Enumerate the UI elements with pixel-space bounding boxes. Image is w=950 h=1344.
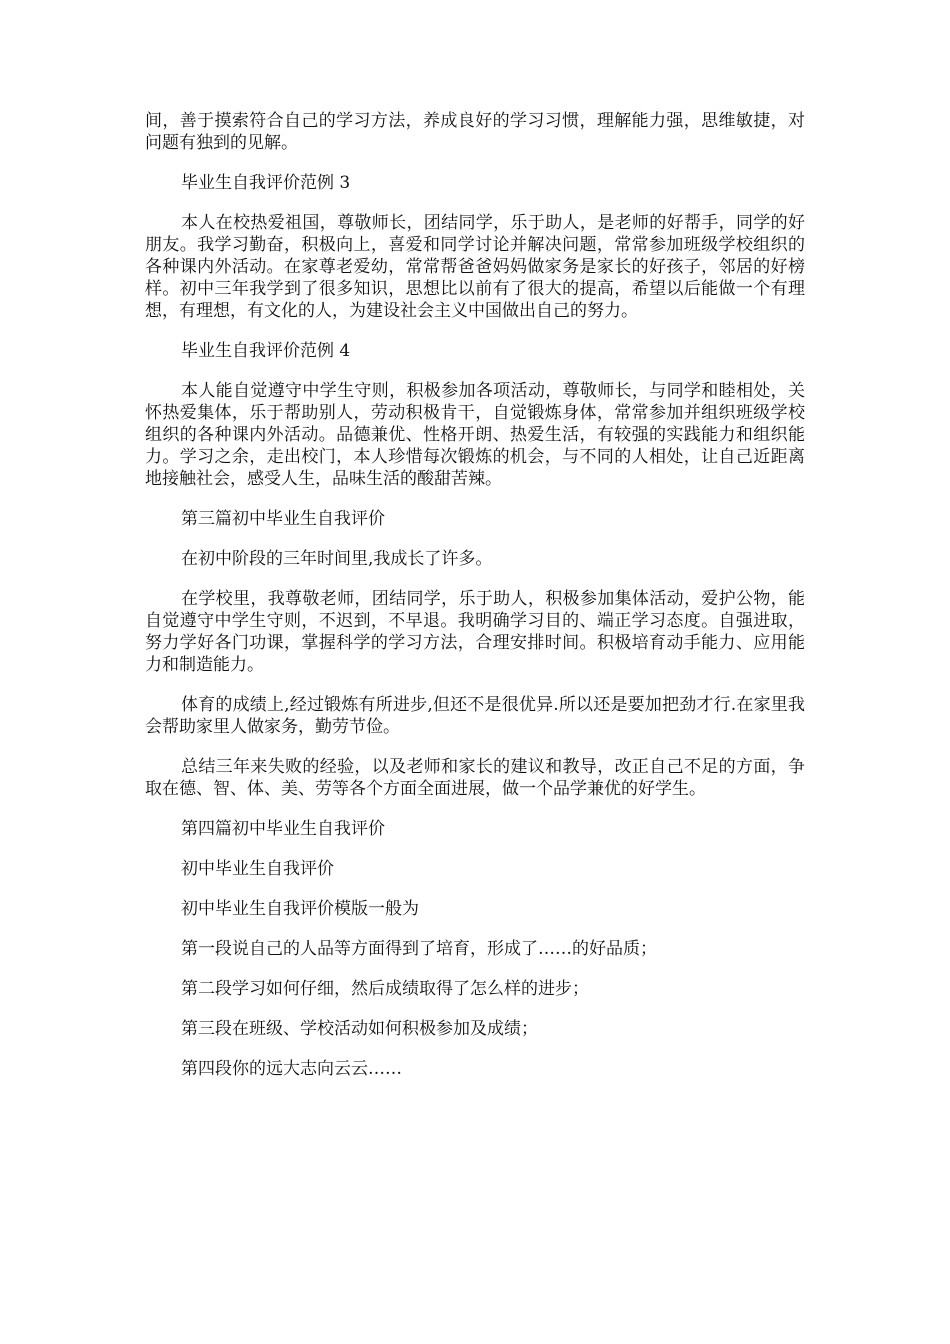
paragraph-sports: 体育的成绩上,经过锻炼有所进步,但还不是很优异.所以还是要加把劲才行.在家里我会帮助家里人做家务，勤劳节俭。 (145, 695, 805, 737)
heading-example-3: 毕业生自我评价范例 3 (181, 173, 351, 193)
paragraph-continuation: 间，善于摸索符合自己的学习方法，养成良好的学习习惯，理解能力强，思维敏捷，对问题有独到的见解。 (145, 111, 805, 153)
paragraph-step-3: 第三段在班级、学校活动如何积极参加及成绩； (181, 1019, 538, 1039)
paragraph-template: 初中毕业生自我评价模版一般为 (181, 899, 419, 919)
paragraph-step-1: 第一段说自己的人品等方面得到了培育，形成了……的好品质； (181, 939, 657, 959)
paragraph-intro: 在初中阶段的三年时间里,我成长了许多。 (181, 549, 493, 569)
paragraph-school: 在学校里，我尊敬老师，团结同学，乐于助人，积极参加集体活动，爱护公物，能自觉遵守中学生守则，不迟到，不早退。我明确学习目的、端正学习态度。自强进取，努力学好各门功课，掌握科学的学习方法，合理安排时间。积极培育动手能力、应用能力和制造能力。 (145, 589, 805, 675)
section-title-3: 第三篇初中毕业生自我评价 (181, 509, 385, 529)
paragraph-step-4: 第四段你的远大志向云云…… (181, 1059, 402, 1079)
heading-example-4: 毕业生自我评价范例 4 (181, 341, 351, 361)
paragraph-subtitle: 初中毕业生自我评价 (181, 859, 334, 879)
paragraph-example-4: 本人能自觉遵守中学生守则，积极参加各项活动，尊敬师长，与同学和睦相处，关怀热爱集体，乐于帮助别人，劳动积极肯干，自觉锻炼身体，常常参加并组织班级学校组织的各种课内外活动。品德兼优、性格开朗、热爱生活，有较强的实践能力和组织能力。学习之余，走出校门，本人珍惜每次锻炼的机会，与不同的人相处，让自己近距离地接触社会，感受人生，品味生活的酸甜苦辣。 (145, 381, 805, 489)
paragraph-example-3: 本人在校热爱祖国，尊敬师长，团结同学，乐于助人，是老师的好帮手，同学的好朋友。我学习勤奋，积极向上，喜爱和同学讨论并解决问题，常常参加班级学校组织的各种课内外活动。在家尊老爱幼，常常帮爸爸妈妈做家务是家长的好孩子，邻居的好榜样。初中三年我学到了很多知识，思想比以前有了很大的提高，希望以后能做一个有理想，有理想，有文化的人，为建设社会主义中国做出自己的努力。 (145, 213, 805, 321)
paragraph-summary: 总结三年来失败的经验，以及老师和家长的建议和教导，改正自己不足的方面，争取在德、智、体、美、劳等各个方面全面进展，做一个品学兼优的好学生。 (145, 757, 805, 799)
section-title-4: 第四篇初中毕业生自我评价 (181, 819, 385, 839)
paragraph-step-2: 第二段学习如何仔细，然后成绩取得了怎么样的进步； (181, 979, 589, 999)
document-body (145, 110, 805, 1098)
